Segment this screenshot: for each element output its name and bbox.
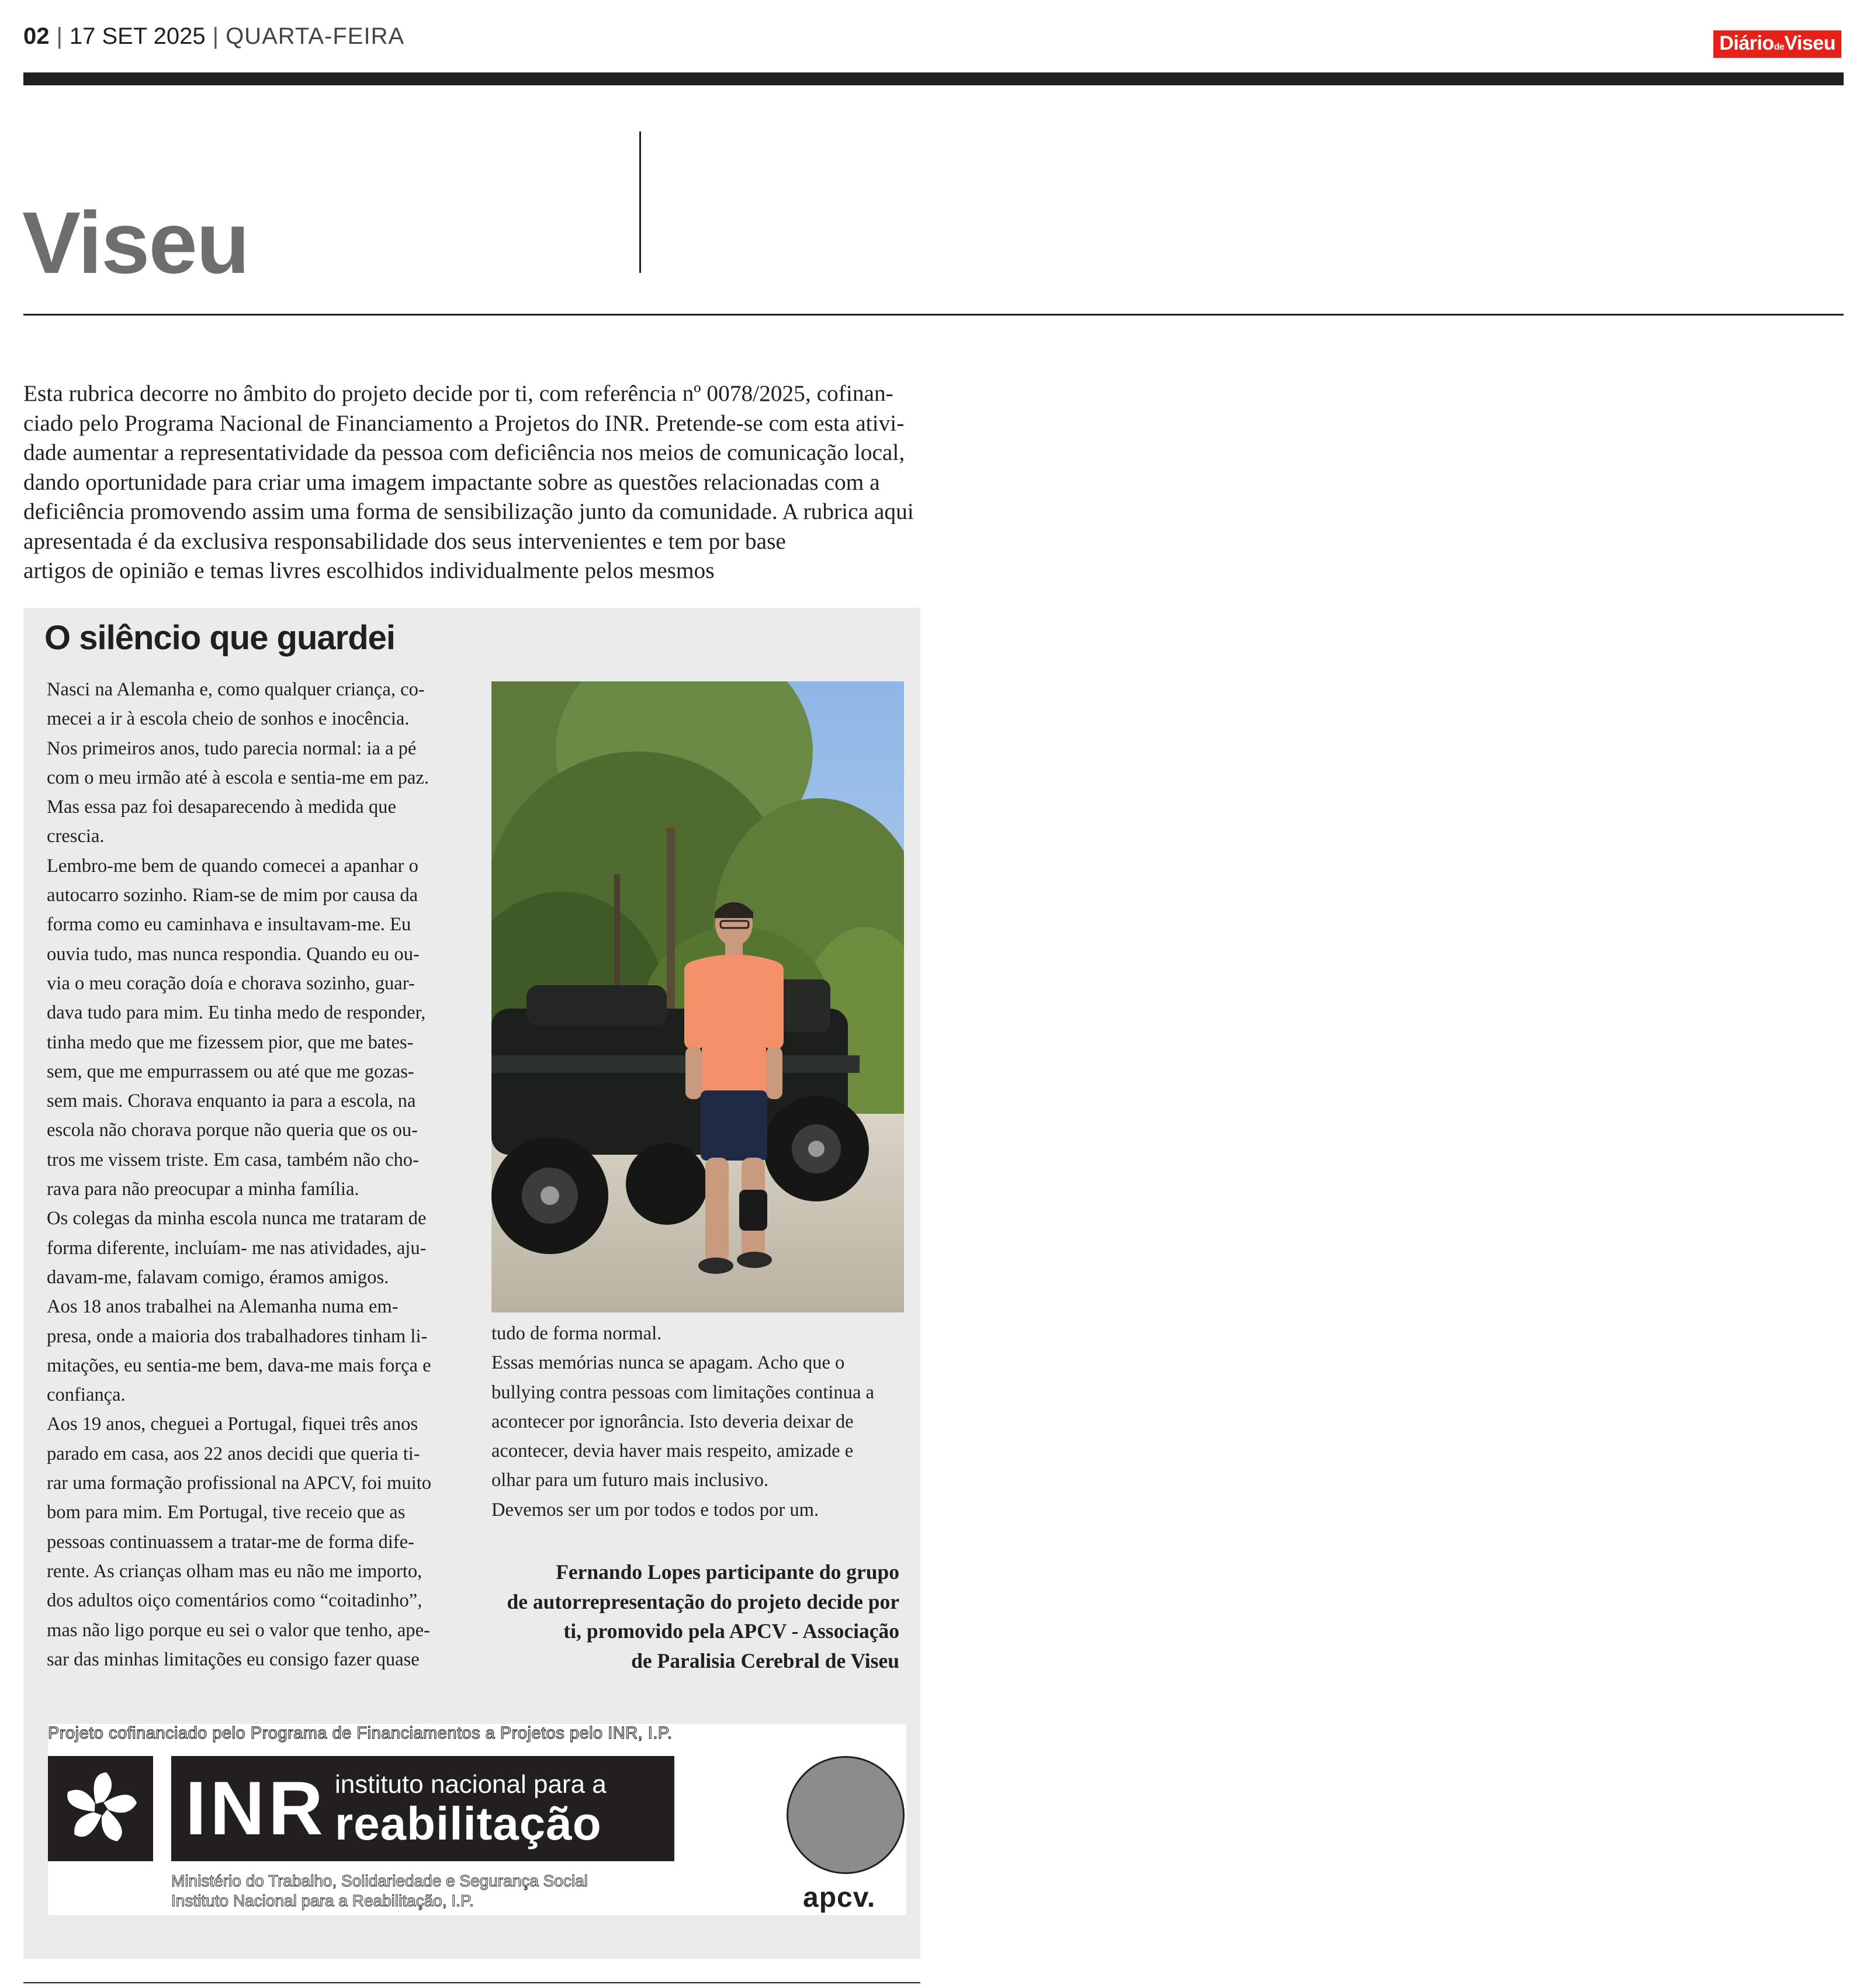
page-number: 02 xyxy=(23,23,50,49)
text-line: olhar para um futuro mais inclusivo. xyxy=(491,1470,769,1491)
text-line: escola não chorava porque não queria que os ou- xyxy=(47,1120,418,1141)
article-column-1 xyxy=(47,675,479,1674)
bottom-rule xyxy=(23,1982,920,1983)
text-line: Mas essa paz foi desaparecendo à medida que xyxy=(47,796,396,818)
text-line: Aos 19 anos, cheguei a Portugal, fiquei três anos xyxy=(47,1414,418,1435)
text-line: acontecer por ignorância. Isto deveria deixar de xyxy=(491,1411,854,1432)
ministry-note: Ministério do Trabalho, Solidariedade e Segurança Social Instituto Nacional para a Reabilitação, I.P. xyxy=(171,1872,588,1910)
text-line: rar uma formação profissional na APCV, foi muito xyxy=(47,1473,432,1494)
top-rule xyxy=(23,72,1844,85)
signature-line: de Paralisia Cerebral de Viseu xyxy=(631,1648,899,1672)
photo-illustration xyxy=(491,681,904,1312)
inr-logo xyxy=(171,1756,674,1861)
issue-date: 17 SET 2025 xyxy=(69,23,206,49)
article-box xyxy=(23,608,920,1959)
text-line: davam-me, falavam comigo, éramos amigos. xyxy=(47,1266,389,1288)
text-line: Devemos ser um por todos e todos por um. xyxy=(491,1499,819,1521)
inr-wordmark: reabilitação xyxy=(335,1797,602,1850)
author-signature xyxy=(491,1557,899,1675)
text-line: acontecer, devia haver mais respeito, amizade e xyxy=(491,1440,854,1462)
text-line: com o meu irmão até à escola e sentia-me em paz. xyxy=(47,767,429,788)
text-line: Os colegas da minha escola nunca me trataram de xyxy=(47,1208,427,1229)
cofinance-note: Projeto cofinanciado pelo Programa de Financiamentos a Projetos pelo INR, I.P. xyxy=(48,1724,673,1743)
apcv-emblem-icon xyxy=(787,1756,905,1874)
text-line: presa, onde a maioria dos trabalhadores tinham li- xyxy=(47,1325,428,1347)
signature-line: ti, promovido pela APCV - Associação xyxy=(563,1619,899,1643)
text-line: Nasci na Alemanha e, como qualquer criança, co- xyxy=(47,679,425,700)
apcv-wordmark: apcv. xyxy=(803,1882,876,1913)
inr-letters: INR xyxy=(185,1765,327,1851)
text-line: bom para mim. Em Portugal, tive receio que as xyxy=(47,1502,406,1523)
signature-line: Fernando Lopes participante do grupo xyxy=(556,1560,899,1584)
text-line: bullying contra pessoas com limitações continua a xyxy=(491,1381,875,1403)
text-line: Essas memórias nunca se apagam. Acho que o xyxy=(491,1352,845,1374)
intro-line: Esta rubrica decorre no âmbito do projeto decide por ti, com referência nº 0078/2025, cofinan- xyxy=(23,380,893,406)
text-line: rava para não preocupar a minha família. xyxy=(47,1179,359,1200)
signature-line: de autorrepresentação do projeto decide por xyxy=(507,1589,899,1613)
text-line: pessoas continuassem a tratar-me de forma dife- xyxy=(47,1531,414,1553)
intro-paragraph xyxy=(23,379,915,586)
newspaper-logo: DiáriodeViseu xyxy=(1713,30,1841,58)
text-line: mas não ligo porque eu sei o valor que tenho, ape- xyxy=(47,1619,430,1641)
intro-line: artigos de opinião e temas livres escolhidos individualmente pelos mesmos xyxy=(23,557,715,583)
article-headline: O silêncio que guardei xyxy=(44,619,396,657)
inr-emblem-icon xyxy=(48,1756,153,1861)
text-line: Aos 18 anos trabalhei na Alemanha numa em- xyxy=(47,1296,399,1318)
text-line: mitações, eu sentia-me bem, dava-me mais força e xyxy=(47,1355,431,1376)
text-line: mecei a ir à escola cheio de sonhos e inocência. xyxy=(47,708,410,730)
text-line: sar das minhas limitações eu consigo fazer quase xyxy=(47,1648,420,1670)
section-title: Viseu xyxy=(22,193,249,292)
text-line: Nos primeiros anos, tudo parecia normal: ia a pé xyxy=(47,737,417,759)
intro-line: dade aumentar a representatividade da pessoa com deficiência nos meios de comunicação local, xyxy=(23,439,905,465)
text-line: rente. As crianças olham mas eu não me importo, xyxy=(47,1560,422,1582)
text-line: autocarro sozinho. Riam-se de mim por causa da xyxy=(47,885,418,906)
weekday: QUARTA-FEIRA xyxy=(226,23,405,49)
article-photo xyxy=(491,681,904,1312)
text-line: tros me vissem triste. Em casa, também não cho- xyxy=(47,1149,419,1170)
text-line: crescia. xyxy=(47,826,105,847)
text-line: Lembro-me bem de quando comecei a apanhar o xyxy=(47,855,418,877)
article-column-2 xyxy=(491,1319,900,1525)
section-divider xyxy=(23,314,1844,316)
text-line: parado em casa, aos 22 anos decidi que queria ti- xyxy=(47,1443,420,1464)
text-line: via o meu coração doía e chorava sozinho, guar- xyxy=(47,972,415,994)
inr-tagline: instituto nacional para a xyxy=(335,1770,607,1799)
intro-line: deficiência promovendo assim uma forma de sensibilização junto da comunidade. A rubrica aqui xyxy=(23,498,914,524)
sponsor-logos xyxy=(48,1724,906,1915)
text-line: ouvia tudo, mas nunca respondia. Quando eu ou- xyxy=(47,943,420,965)
intro-line: ciado pelo Programa Nacional de Financiamento a Projetos do INR. Pretende-se com esta ativi- xyxy=(23,410,905,436)
intro-line: dando oportunidade para criar uma imagem impactante sobre as questões relacionadas com a xyxy=(23,469,880,495)
folio-header: 02 | 17 SET 2025 | QUARTA-FEIRA xyxy=(23,23,405,49)
text-line: forma como eu caminhava e insultavam-me. Eu xyxy=(47,914,411,936)
text-line: dos adultos oiço comentários como “coitadinho”, xyxy=(47,1590,422,1612)
text-line: confiança. xyxy=(47,1384,126,1406)
intro-line: apresentada é da exclusiva responsabilidade dos seus intervenientes e tem por base xyxy=(23,528,786,554)
text-line: tinha medo que me fizessem pior, que me bates- xyxy=(47,1031,414,1053)
text-line: dava tudo para mim. Eu tinha medo de responder, xyxy=(47,1002,426,1024)
text-line: tudo de forma normal. xyxy=(491,1323,662,1344)
text-line: sem mais. Chorava enquanto ia para a escola, na xyxy=(47,1090,416,1112)
text-line: sem, que me empurrassem ou até que me gozas- xyxy=(47,1061,414,1082)
vertical-divider xyxy=(639,131,641,273)
text-line: forma diferente, incluíam- me nas atividades, aju- xyxy=(47,1237,427,1259)
